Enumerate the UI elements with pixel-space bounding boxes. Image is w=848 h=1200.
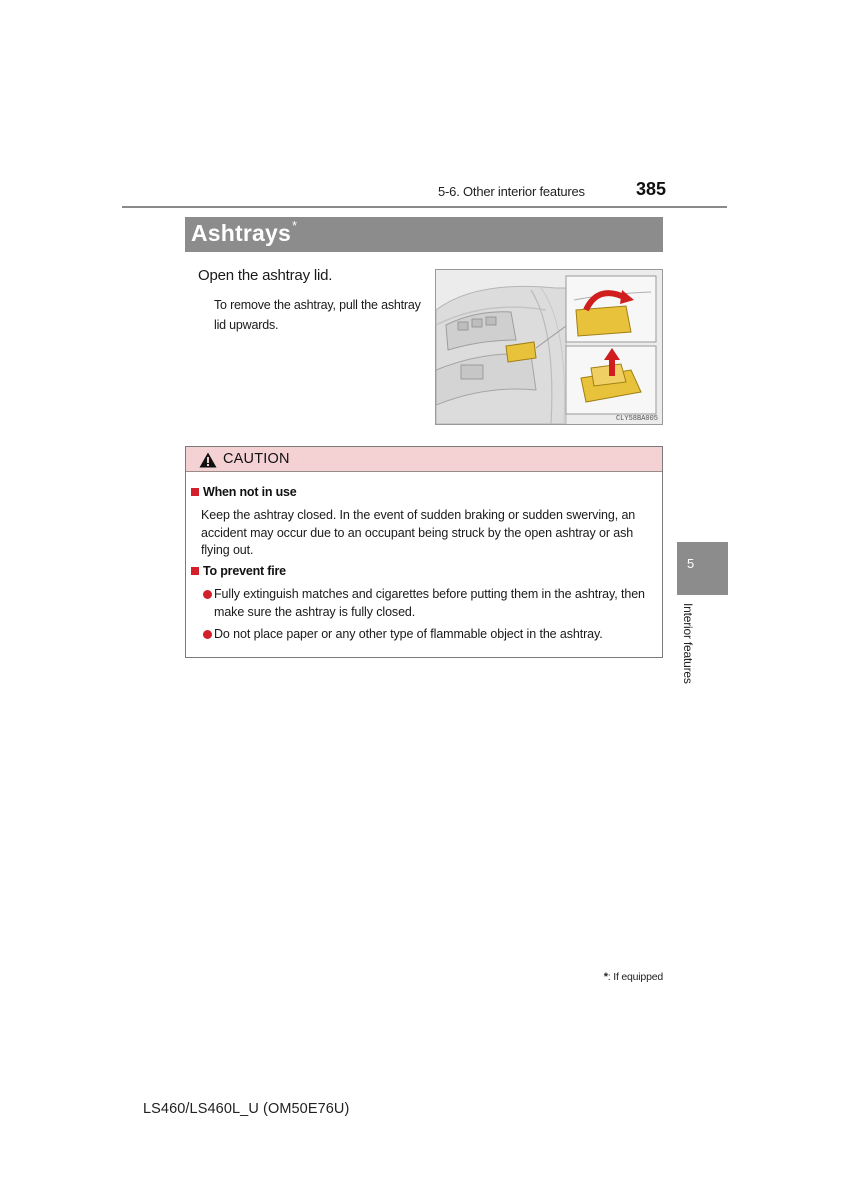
page-number: 385	[636, 179, 667, 199]
caution-bullet-flammable: Do not place paper or any other type of flammable object in the ashtray.	[214, 627, 603, 641]
caution-box	[185, 446, 663, 658]
page-title-bar	[185, 217, 663, 252]
section-title: 5-6. Other interior features	[438, 184, 585, 199]
chapter-label: Interior features	[681, 603, 695, 684]
chapter-number: 5	[687, 556, 695, 571]
page-title: Ashtrays	[191, 220, 292, 246]
caution-bullet-extinguish: Fully extinguish matches and cigarettes before putting them in the ashtray, then make sure the ashtray is fully closed.	[214, 587, 645, 619]
ashtray-diagram	[435, 269, 663, 425]
square-bullet-icon	[191, 567, 199, 575]
chapter-tab	[677, 542, 728, 595]
footnote	[604, 971, 663, 983]
square-bullet-icon	[191, 488, 199, 496]
caution-heading-not-in-use: When not in use	[191, 485, 297, 499]
red-dot-bullet-icon	[203, 590, 212, 599]
instruction-step: Open the ashtray lid.	[198, 267, 333, 284]
footer-model-code: LS460/LS460L_U (OM50E76U)	[143, 1101, 350, 1117]
red-dot-bullet-icon	[203, 630, 212, 639]
footnote-text: : If equipped	[607, 971, 663, 983]
caution-header	[186, 447, 662, 472]
instruction-note: To remove the ashtray, pull the ashtray lid upwards.	[214, 298, 421, 332]
caution-heading-prevent-fire: To prevent fire	[191, 564, 286, 578]
if-equipped-mark: *	[292, 218, 298, 233]
caution-label: CAUTION	[223, 451, 290, 467]
caution-text-not-in-use: Keep the ashtray closed. In the event of sudden braking or sudden swerving, an accident may occur due to an occupant being struck by the open ashtray or ash flying out.	[201, 508, 636, 557]
warning-triangle-icon	[199, 452, 217, 468]
footnote-mark: *	[603, 971, 608, 983]
header-divider	[122, 206, 727, 208]
illustration-code: CLY58BA005	[615, 415, 658, 423]
ashtray-diagram-drawing	[436, 270, 662, 424]
